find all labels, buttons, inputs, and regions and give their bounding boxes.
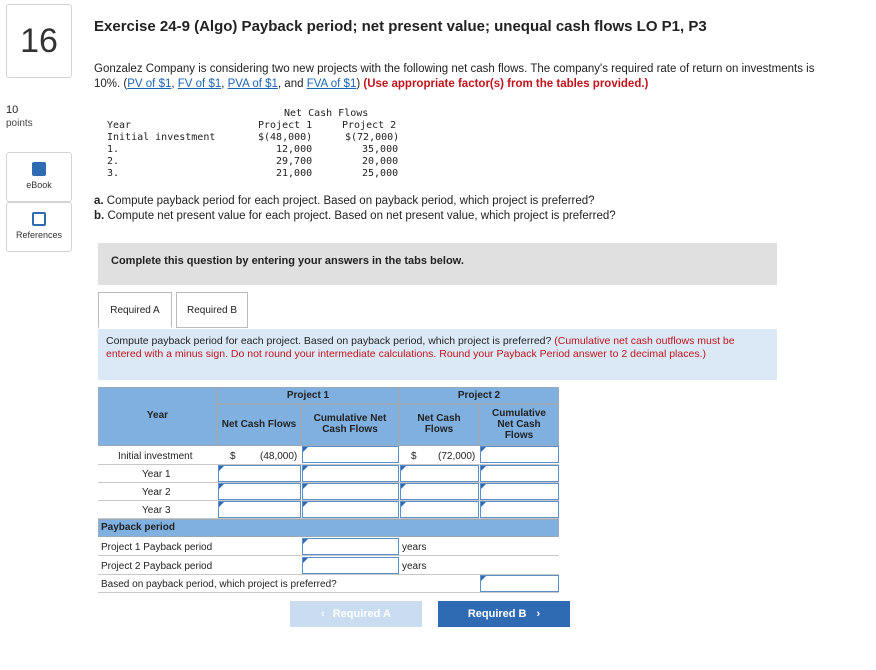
- p2-cum-year1-input[interactable]: [480, 465, 559, 482]
- year-header: Year: [146, 410, 169, 421]
- question-a: [94, 195, 595, 207]
- preferred-label: Based on payback period, which project is preferred?: [101, 579, 337, 590]
- ebook-label: eBook: [26, 180, 52, 190]
- p1-years-unit: years: [402, 542, 427, 553]
- p2-currency: $: [411, 451, 417, 462]
- p1-payback-input[interactable]: [302, 538, 399, 555]
- cashflow-row-year: 1.: [107, 144, 120, 155]
- cashflow-p1-header: Project 1: [258, 120, 313, 131]
- cashflow-row-p1: 21,000: [276, 168, 313, 179]
- p2-cum-year3-input[interactable]: [480, 501, 559, 518]
- p2-years-unit: years: [402, 561, 427, 572]
- cashflow-row-p2: 25,000: [362, 168, 399, 179]
- question-b-label: b.: [94, 210, 105, 222]
- link-pva[interactable]: PVA of $1: [227, 78, 278, 90]
- tab-required-a[interactable]: Required A: [98, 292, 172, 328]
- row-year-1: Year 1: [142, 469, 171, 480]
- instruction-red: (Cumulative net cash outflows must be entered with a minus sign. Do not round your intermediate calculations. Round your Payback Period answer to 2 decimal places.): [106, 335, 735, 360]
- question-b: [94, 210, 616, 222]
- p1-cum-year2-input[interactable]: [302, 483, 399, 500]
- references-label: References: [15, 230, 63, 240]
- p2-initial-value: (72,000): [438, 451, 476, 462]
- p1-ncf-year1-input[interactable]: [218, 465, 301, 482]
- link-fva[interactable]: FVA of $1: [306, 78, 357, 90]
- p2-cum-year2-input[interactable]: [480, 483, 559, 500]
- row-initial-investment: Initial investment: [118, 451, 193, 462]
- complete-instruction: Complete this question by entering your answers in the tabs below.: [98, 243, 777, 285]
- p1-cum-header: Cumulative Net Cash Flows: [313, 413, 387, 435]
- question-number: 16: [6, 4, 72, 78]
- link-fv[interactable]: FV of $1: [177, 78, 222, 90]
- cashflow-row-year: 2.: [107, 156, 120, 167]
- link-pv[interactable]: PV of $1: [127, 78, 172, 90]
- points-label: points: [6, 118, 33, 129]
- p1-cumulative-initial-input[interactable]: [302, 446, 399, 463]
- p1-currency: $: [230, 451, 236, 462]
- cashflow-row-p2: $(72,000): [345, 132, 400, 143]
- chevron-left-icon: ‹: [321, 608, 325, 620]
- p1-payback-label: Project 1 Payback period: [101, 542, 213, 553]
- cashflow-row-p1: 29,700: [276, 156, 313, 167]
- project2-header: Project 2: [457, 390, 501, 401]
- p2-cum-header: Cumulative Net Cash Flows: [492, 408, 546, 441]
- row-year-3: Year 3: [142, 505, 171, 516]
- references-button[interactable]: [6, 202, 72, 252]
- p1-cum-year1-input[interactable]: [302, 465, 399, 482]
- cashflow-row-p1: 12,000: [276, 144, 313, 155]
- question-a-text: Compute payback period for each project. Based on payback period, which project is preferred?: [106, 195, 595, 207]
- project1-header: Project 1: [286, 390, 330, 401]
- points-value: 10: [6, 104, 19, 116]
- p2-ncf-year3-input[interactable]: [400, 501, 479, 518]
- preferred-project-select[interactable]: [480, 575, 559, 592]
- exercise-intro: Gonzalez Company is considering two new projects with the following net cash flows. The company's required rate of return on investments is 10%. (PV of $1, FV of $1, PVA of $1, and FVA of $1) (Use appropriate factor(s) from the tables provided.): [94, 63, 815, 90]
- question-a-label: a.: [94, 195, 104, 207]
- p2-ncf-year2-input[interactable]: [400, 483, 479, 500]
- ebook-button[interactable]: [6, 152, 72, 202]
- intro-text: Gonzalez Company is considering two new projects with the following net cash flows. The company's required rate of return on investments is 10%.: [94, 63, 815, 90]
- chevron-right-icon: ›: [536, 608, 541, 620]
- p1-cum-year3-input[interactable]: [302, 501, 399, 518]
- factor-instruction: (Use appropriate factor(s) from the tables provided.): [363, 78, 649, 90]
- prev-required-a-button[interactable]: [290, 601, 422, 627]
- question-b-text: Compute net present value for each project. Based on net present value, which project is preferred?: [107, 210, 616, 222]
- instruction-main: Compute payback period for each project. Based on payback period, which project is preferred?: [106, 335, 552, 347]
- cashflow-row-year: Initial investment: [107, 132, 216, 143]
- payback-header: Payback period: [101, 522, 175, 533]
- p1-ncf-year3-input[interactable]: [218, 501, 301, 518]
- prev-label: Required A: [332, 608, 391, 620]
- p1-ncf-header: Net Cash Flows: [221, 419, 297, 430]
- cashflow-row-p2: 20,000: [362, 156, 399, 167]
- p2-ncf-year1-input[interactable]: [400, 465, 479, 482]
- divider: [98, 592, 559, 593]
- row-year-2: Year 2: [142, 487, 171, 498]
- p2-payback-input[interactable]: [302, 557, 399, 574]
- p2-cumulative-initial-input[interactable]: [480, 446, 559, 463]
- p1-initial-value: (48,000): [260, 451, 298, 462]
- cashflow-p2-header: Project 2: [342, 120, 397, 131]
- p2-ncf-header: Net Cash Flows: [417, 413, 461, 435]
- cashflow-row-p2: 35,000: [362, 144, 399, 155]
- references-icon: [32, 212, 46, 226]
- book-icon: [32, 162, 46, 176]
- p2-payback-label: Project 2 Payback period: [101, 561, 213, 572]
- p1-ncf-year2-input[interactable]: [218, 483, 301, 500]
- points-info: [6, 103, 33, 131]
- next-required-b-button[interactable]: [438, 601, 570, 627]
- cashflow-year-header: Year: [107, 120, 132, 131]
- exercise-title: Exercise 24-9 (Algo) Payback period; net present value; unequal cash flows LO P1, P3: [94, 18, 707, 35]
- tab-required-b[interactable]: Required B: [176, 292, 248, 328]
- divider: [98, 555, 559, 556]
- cashflow-row-p1: $(48,000): [258, 132, 313, 143]
- tab-instruction: [98, 329, 777, 380]
- cashflow-group-header: Net Cash Flows: [284, 108, 369, 119]
- cashflow-row-year: 3.: [107, 168, 120, 179]
- next-label: Required B: [467, 608, 527, 620]
